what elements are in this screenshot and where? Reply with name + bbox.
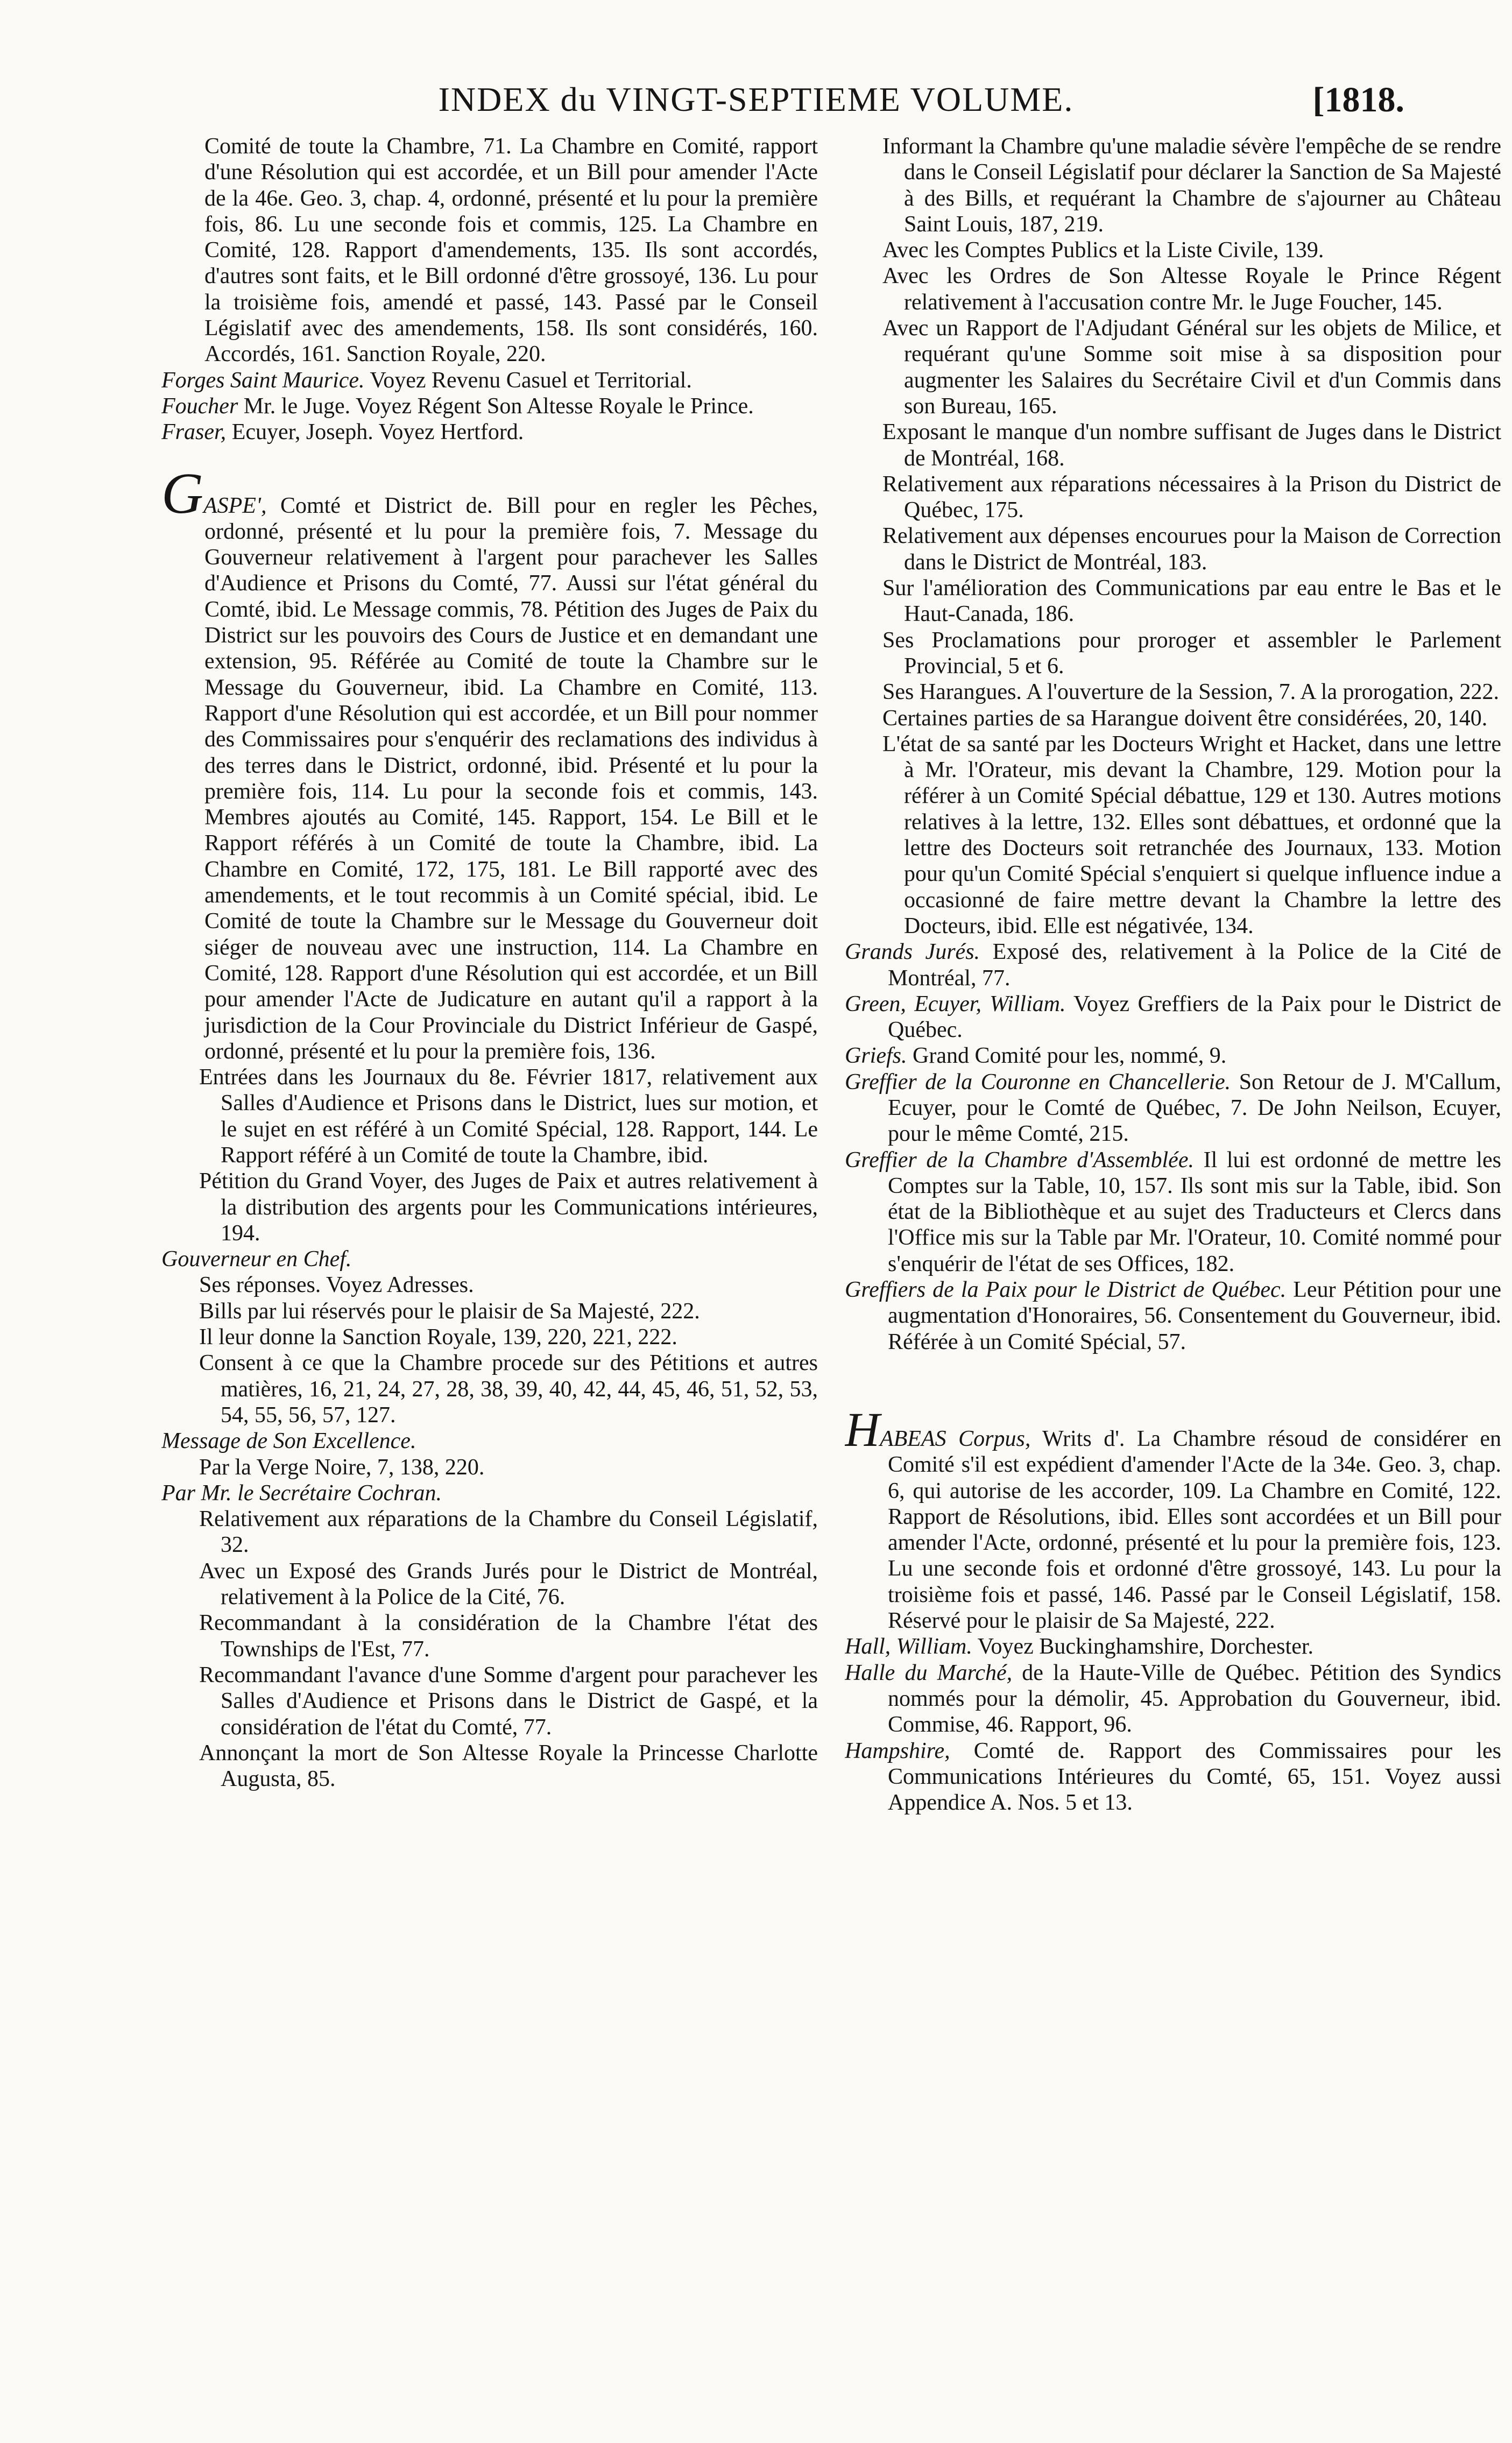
index-subentry: Certaines parties de sa Harangue doivent être considérées, 20, 140. xyxy=(882,705,1488,731)
index-entry xyxy=(845,1660,1501,1738)
index-subentry: Par la Verge Noire, 7, 138, 220. xyxy=(199,1454,485,1480)
entry-heading: Griefs. xyxy=(845,1043,907,1069)
drop-letter: G xyxy=(161,461,203,526)
entry-text: Voyez Greffiers de la Paix pour le District de Québec. xyxy=(888,991,1501,1043)
page-year: [1818. xyxy=(1312,80,1404,119)
index-subentry: Relativement aux réparations de la Chambre du Conseil Législatif, 32. xyxy=(199,1507,818,1558)
entry-heading: ABEAS Corpus, xyxy=(880,1426,1031,1451)
index-subentry: Sur l'amélioration des Communications par eau entre le Bas et le Haut-Canada, 186. xyxy=(882,576,1501,627)
page-title: INDEX du VINGT-SEPTIEME VOLUME. xyxy=(438,80,1074,118)
index-entry xyxy=(845,1403,1501,1634)
index-entry xyxy=(161,461,818,1065)
index-subentry: Recommandant à la considération de la Chambre l'état des Townships de l'Est, 77. xyxy=(199,1611,818,1662)
index-subentry: Exposant le manque d'un nombre suffisant de Juges dans le District de Montréal, 168. xyxy=(882,420,1501,471)
index-subentry: Entrées dans les Journaux du 8e. Février 1817, relativement aux Salles d'Audience et Prisons dans le District, lues sur motion, et le sujet en est référé à un Comité Spécial, 128. Rapport, 144. Le Rapport référé à un Comité de toute la Chambre, ibid. xyxy=(199,1065,818,1168)
index-entry xyxy=(161,368,818,393)
section-gap xyxy=(845,1355,1501,1414)
entry-text: Comté et District de. Bill pour en regler les Pêches, ordonné, présenté et lu pour la première fois, 7. Message du Gouverneur relativement à l'argent pour parachever les Salles d'Audience et Prisons du Comté, 77. Aussi sur l'état général du Comté, ibid. Le Message commis, 78. Pétition des Juges de Paix du District sur les pouvoirs des Cours de Justice et en demandant une extension, 95. Référée au Comité de toute la Chambre sur le Message du Gouverneur, ibid. La Chambre en Comité, 113. Rapport d'une Résolution qui est accordée, et un Bill pour nommer des Commissaires pour s'enquérir des reclamations des individus à des terres dans le District, ordonné, ibid. Présenté et lu pour la première fois, 114. Lu pour la seconde fois et commis, 143. Membres ajoutés au Comité, 145. Rapport, 154. Le Bill et le Rapport référés à un Comité de toute la Chambre, ibid. La Chambre en Comité, 172, 175, 181. Le Bill rapporté avec des amendements, et le tout recommis à un Comité spécial, ibid. Le Comité de toute la Chambre sur le Message du Gouverneur doit siéger de nouveau avec une instruction, 114. La Chambre en Comité, 128. Rapport d'une Résolution qui est accordée, et un Bill pour amender l'Acte de Judicature en autant qu'il a rapport à la jurisdiction de la Cour Provinciale du District Inférieur de Gaspé, ordonné, présenté et lu pour la première fois, 136. xyxy=(204,493,818,1064)
index-subentry: Ses réponses. Voyez Adresses. xyxy=(199,1273,474,1298)
entry-heading: Fraser, xyxy=(161,420,227,445)
index-subentry: Recommandant l'avance d'une Somme d'argent pour parachever les Salles d'Audience et Prisons dans le District de Gaspé, et la considération de l'état du Comté, 77. xyxy=(199,1662,818,1740)
entry-text: Comté de. Rapport des Commissaires pour les Communications Intérieures du Comté, 65, 151. Voyez aussi Appendice A. Nos. 5 et 13. xyxy=(888,1738,1501,1816)
right-column xyxy=(845,133,1501,2415)
index-subentry: Avec un Exposé des Grands Jurés pour le District de Montréal, relativement à la Police de la Cité, 76. xyxy=(199,1558,818,1610)
index-entry: Par Mr. le Secrétaire Cochran. xyxy=(161,1480,442,1506)
entry-text: Leur Pétition pour une augmentation d'Honoraires, 56. Consentement du Gouverneur, ibid. Référée à un Comité Spécial, 57. xyxy=(888,1277,1501,1354)
index-subentry: Informant la Chambre qu'une maladie sévère l'empêche de se rendre dans le Conseil Législatif pour déclarer la Sanction de Sa Majesté à des Bills, et requérant la Chambre de s'ajourner au Château Saint Louis, 187, 219. xyxy=(882,134,1501,237)
entry-text: de la Haute-Ville de Québec. Pétition des Syndics nommés pour la démolir, 45. Approbation du Gouverneur, ibid. Commise, 46. Rapport, 96. xyxy=(888,1660,1501,1738)
drop-letter: H xyxy=(845,1403,880,1457)
index-subentry: Relativement aux dépenses encourues pour la Maison de Correction dans le District de Montréal, 183. xyxy=(882,524,1501,575)
entry-text: Voyez Revenu Casuel et Territorial. xyxy=(370,368,692,393)
entry-text: Mr. le Juge. Voyez Régent Son Altesse Royale le Prince. xyxy=(243,393,754,419)
index-entry xyxy=(845,991,1501,1043)
index-entry xyxy=(161,419,818,445)
index-subentry: Avec les Ordres de Son Altesse Royale le Prince Régent relativement à l'accusation contre Mr. le Juge Foucher, 145. xyxy=(882,264,1501,315)
index-entry: Comité de toute la Chambre, 71. La Chambre en Comité, rapport d'une Résolution qui est accordée, et un Bill pour amender l'Acte de la 46e. Geo. 3, chap. 4, ordonné, présenté et lu pour la première fois, 86. Lu une seconde fois et commis, 125. La Chambre en Comité, 128. Rapport d'amendements, 135. Ils sont accordés, d'autres sont faits, et le Bill ordonné d'être grossoyé, 136. Lu pour la troisième fois, amendé et passé, 143. Passé par le Conseil Législatif avec des amendements, 158. Ils sont considérés, 160. Accordés, 161. Sanction Royale, 220. xyxy=(204,134,818,367)
index-entry: Gouverneur en Chef. xyxy=(161,1247,352,1272)
index-entry xyxy=(161,393,818,419)
entry-heading: Hall, William. xyxy=(845,1634,972,1660)
entry-heading: Halle du Marché, xyxy=(845,1660,1013,1685)
index-subentry: Pétition du Grand Voyer, des Juges de Paix et autres relativement à la distribution des argents pour les Communications intérieures, 194. xyxy=(199,1169,818,1246)
index-subentry: Bills par lui réservés pour le plaisir de Sa Majesté, 222. xyxy=(199,1298,700,1324)
entry-heading: Grands Jurés. xyxy=(845,940,980,965)
entry-heading: Hampshire, xyxy=(845,1738,950,1763)
index-entry: Message de Son Excellence. xyxy=(161,1429,416,1454)
index-entry xyxy=(845,1069,1501,1147)
entry-text: Writs d'. La Chambre résoud de considérer en Comité s'il est expédient d'amender l'Acte de la 34e. Geo. 3, chap. 6, qui autorise de les accorder, 109. La Chambre en Comité, 122. Rapport de Résolutions, ibid. Elles sont accordées et un Bill pour amender l'Acte, ordonné, présenté et lu pour la première fois, 123. Lu une seconde fois et ordonné d'être grossoyé, 143. Lu pour la troisième fois et passé, 146. Passé par le Conseil Législatif, 158. Réservé pour le plaisir de Sa Majesté, 222. xyxy=(888,1426,1501,1634)
index-entry xyxy=(845,1634,1501,1660)
entry-heading: Greffier de la Chambre d'Assemblée. xyxy=(845,1147,1194,1173)
entry-text: Grand Comité pour les, nommé, 9. xyxy=(913,1043,1227,1069)
index-subentry: Annonçant la mort de Son Altesse Royale la Princesse Charlotte Augusta, 85. xyxy=(199,1740,818,1792)
entry-heading: Greffiers de la Paix pour le District de Québec. xyxy=(845,1277,1287,1303)
index-entry xyxy=(845,939,1501,991)
entry-text: Ecuyer, Joseph. Voyez Hertford. xyxy=(231,420,524,445)
index-subentry: L'état de sa santé par les Docteurs Wright et Hacket, dans une lettre à Mr. l'Orateur, mis devant la Chambre, 129. Motion pour la référer à un Comité Spécial débattue, 129 et 130. Autres motions relatives à la lettre, 132. Elles sont débattues, et ordonné que la lettre des Docteurs soit retranchée des Journaux, 133. Motion pour qu'un Comité Spécial s'enquiert si quelque influence indue a occasionné de faire mettre devant la Chambre la lettre des Docteurs, ibid. Elle est négativée, 134. xyxy=(882,731,1501,938)
index-subentry: Ses Harangues. A l'ouverture de la Session, 7. A la prorogation, 222. xyxy=(882,680,1500,705)
index-subentry: Ses Proclamations pour proroger et assembler le Parlement Provincial, 5 et 6. xyxy=(882,627,1501,679)
entry-text: Son Retour de J. M'Callum, Ecuyer, pour le Comté de Québec, 7. De John Neilson, Ecuyer, pour le même Comté, 215. xyxy=(888,1069,1501,1147)
page-header xyxy=(0,80,1512,139)
index-subentry: Consent à ce que la Chambre procede sur des Pétitions et autres matières, 16, 21, 24, 27, 28, 38, 39, 40, 42, 44, 45, 46, 51, 52, 53, 54, 55, 56, 57, 127. xyxy=(199,1351,818,1428)
index-subentry: Il leur donne la Sanction Royale, 139, 220, 221, 222. xyxy=(199,1325,677,1350)
entry-heading: Forges Saint Maurice. xyxy=(161,368,365,393)
entry-heading: Green, Ecuyer, William. xyxy=(845,991,1066,1016)
entry-text: Il lui est ordonné de mettre les Comptes sur la Table, 10, 157. Ils sont mis sur la Table, ibid. Son état de la Bibliothèque et au sujet des Traducteurs et Clercs dans l'Office mis sur la Table par Mr. l'Orateur, 10. Comité nommé pour s'enquérir de l'état de ses Offices, 182. xyxy=(888,1147,1501,1276)
index-entry xyxy=(845,1043,1501,1069)
entry-heading: ASPE', xyxy=(203,493,267,518)
index-subentry: Relativement aux réparations nécessaires à la Prison du District de Québec, 175. xyxy=(882,471,1501,523)
entry-text: Voyez Buckinghamshire, Dorchester. xyxy=(977,1634,1314,1660)
entry-text: Exposé des, relativement à la Police de la Cité de Montréal, 77. xyxy=(888,940,1501,991)
index-subentry: Avec un Rapport de l'Adjudant Général sur les objets de Milice, et requérant qu'une Somme soit mise à sa disposition pour augmenter les Salaires du Secrétaire Civil et d'un Commis dans son Bureau, 165. xyxy=(882,316,1501,419)
index-subentry: Avec les Comptes Publics et la Liste Civile, 139. xyxy=(882,238,1324,263)
index-entry xyxy=(845,1147,1501,1277)
entry-heading: Greffier de la Couronne en Chancellerie. xyxy=(845,1069,1231,1095)
left-column xyxy=(161,133,818,2415)
index-entry xyxy=(845,1738,1501,1816)
index-entry xyxy=(845,1277,1501,1355)
entry-heading: Foucher xyxy=(161,393,238,419)
